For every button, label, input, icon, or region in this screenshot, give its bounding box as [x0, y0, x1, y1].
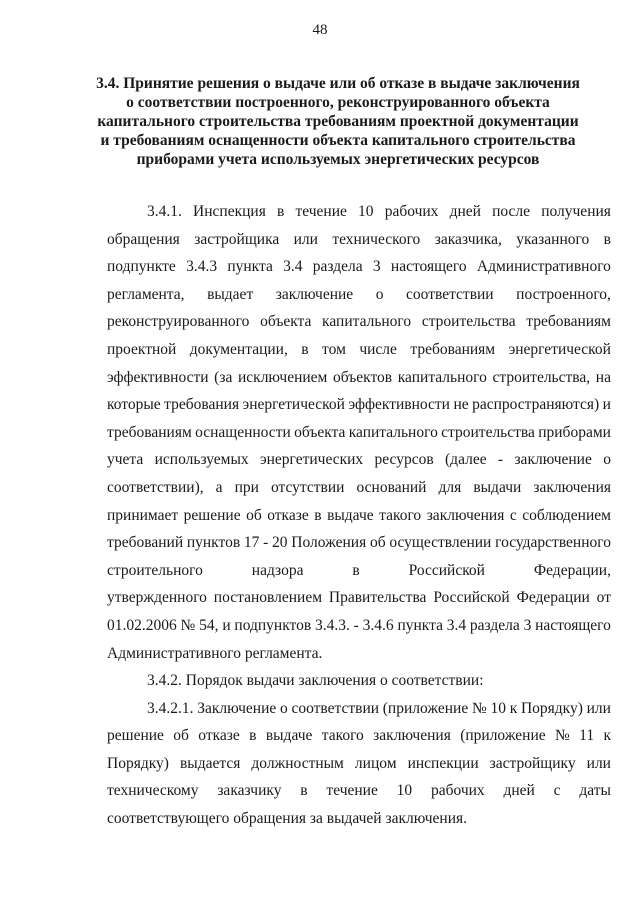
text-line: эффективности (за исключением объектов капитального строительства, на — [107, 368, 611, 386]
text-line: техническому заказчику в течение 10 рабочих дней с даты — [107, 782, 611, 800]
text-line: 3.4.1. Инспекция в течение 10 рабочих дней после получения — [147, 203, 611, 220]
heading-line: о соответствии построенного, реконструированного объекта — [126, 94, 550, 111]
text-line: принимает решение об отказе в выдаче такого заключения с соблюдением — [107, 506, 611, 524]
paragraph-3-4-1 — [107, 198, 611, 667]
text-line: проектной документации, в том числе требованиям энергетической — [107, 340, 611, 358]
heading-line: и требованиям оснащенности объекта капитального строительства — [100, 132, 576, 149]
text-line: Административного регламента. — [107, 644, 323, 662]
text-line: обращения застройщика или технического заказчика, указанного в — [107, 230, 611, 248]
paragraph-3-4-2 — [107, 667, 611, 695]
text-line: решение об отказе в выдаче такого заключения (приложение № 11 к — [107, 727, 611, 745]
text-line: регламента, выдает заключение о соответствии построенного, — [107, 285, 611, 303]
heading-line: приборами учета используемых энергетических ресурсов — [136, 151, 540, 168]
text-line: соответствующего обращения за выдачей заключения. — [107, 810, 468, 828]
text-line: которые требования энергетической эффективности не распространяются) и — [107, 396, 611, 414]
paragraph-3-4-2-1 — [107, 695, 611, 833]
text-line: Порядку) выдается должностным лицом инспекции застройщику или — [107, 754, 611, 772]
text-line: подпункте 3.4.3 пункта 3.4 раздела 3 настоящего Административного — [107, 258, 611, 276]
text-line: реконструированного объекта капитального строительства требованиям — [107, 313, 611, 331]
text-line: 3.4.2.1. Заключение о соответствии (приложение № 10 к Порядку) или — [147, 699, 611, 717]
page-number: 48 — [312, 22, 328, 38]
text-line: 01.02.2006 № 54, и подпунктов 3.4.3. - 3.4.6 пункта 3.4 раздела 3 настоящего — [107, 616, 611, 634]
text-line: требованиям оснащенности объекта капитального строительства приборами — [107, 423, 611, 441]
heading-line: капитального строительства требованиям проектной документации — [97, 113, 579, 130]
heading-line: 3.4. Принятие решения о выдаче или об отказе в выдаче заключения — [96, 75, 580, 92]
text-line: учета используемых энергетических ресурсов (далее - заключение о — [107, 451, 611, 469]
text-line: утвержденного постановлением Правительства Российской Федерации от — [107, 589, 611, 607]
text-line: строительного надзора в Российской Федерации, — [107, 561, 611, 579]
section-heading — [88, 74, 588, 169]
text-line: соответствии), а при отсутствии оснований для выдачи заключения — [107, 478, 611, 496]
text-line: требований пунктов 17 - 20 Положения об осуществлении государственного — [107, 534, 611, 552]
document-body — [107, 198, 611, 833]
text-line: 3.4.2. Порядок выдачи заключения о соответствии: — [147, 672, 484, 690]
